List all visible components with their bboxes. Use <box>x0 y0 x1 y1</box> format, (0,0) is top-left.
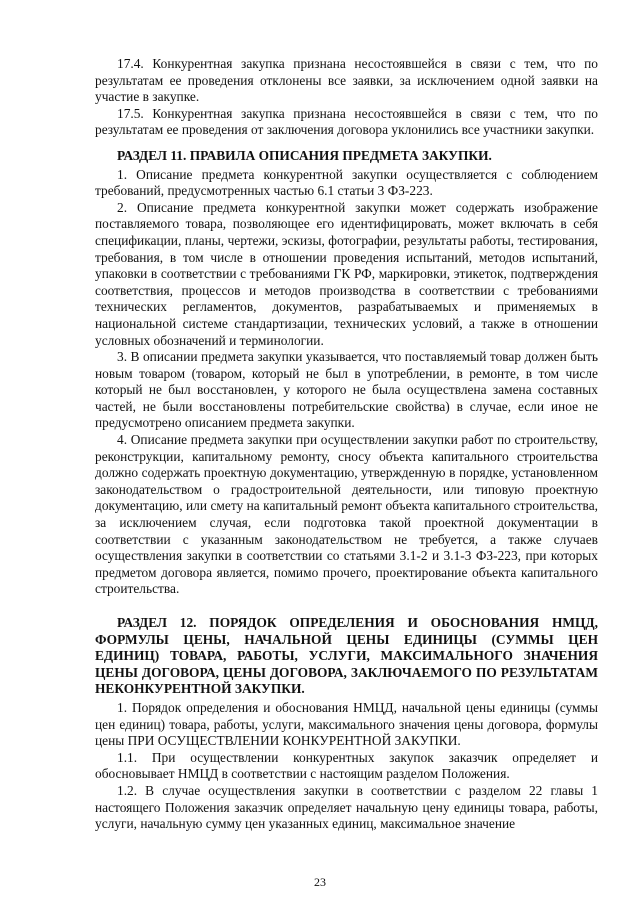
section-11-paragraph-2: 2. Описание предмета конкурентной закупки может содержать изображение поставляемого товара, позволяющее его идентифицировать, может включать в себя спецификации, планы, чертежи, эскизы, фотографии, результаты работы, тестирования, требования, в том числе в отношении проведения испытаний, методов испытаний, упаковки в соответствии с требованиями ГК РФ, маркировки, этикеток, подтверждения соответствия, процессов и методов производства в соответствии с требованиями технических регламентов, документов, разрабатываемых и применяемых в национальной системе стандартизации, технических условий, а также в отношении условных обозначений и терминологии. <box>95 199 598 348</box>
section-12-paragraph-1-2: 1.2. В случае осуществления закупки в соответствии с разделом 22 главы 1 настоящего Положения заказчик определяет начальную цену единицы товара, работы, услуги, начальную сумму цен указанных единиц, максимальное значение <box>95 782 598 832</box>
section-11-paragraph-1: 1. Описание предмета конкурентной закупки осуществляется с соблюдением требований, предусмотренных частью 6.1 статьи 3 ФЗ-223. <box>95 166 598 199</box>
section-12-title: РАЗДЕЛ 12. ПОРЯДОК ОПРЕДЕЛЕНИЯ И ОБОСНОВАНИЯ НМЦД, ФОРМУЛЫ ЦЕНЫ, НАЧАЛЬНОЙ ЦЕНЫ ЕДИНИЦЫ (СУММЫ ЦЕН ЕДИНИЦ) ТОВАРА, РАБОТЫ, УСЛУГИ, МАКСИМАЛЬНОГО ЗНАЧЕНИЯ ЦЕНЫ ДОГОВОРА, ЦЕНЫ ДОГОВОРА, ЗАКЛЮЧАЕМОГО ПО РЕЗУЛЬТАТАМ НЕКОНКУРЕНТНОЙ ЗАКУПКИ. <box>95 615 598 697</box>
section-11-paragraph-3: 3. В описании предмета закупки указывается, что поставляемый товар должен быть новым товаром (товаром, который не был в употреблении, в ремонте, в том числе который не был восстановлен, у которого не была осуществлена замена составных частей, не были восстановлены потребительские свойства) в случае, если иное не предусмотрено описанием предмета закупки. <box>95 349 598 431</box>
section-11-paragraph-4: 4. Описание предмета закупки при осуществлении закупки работ по строительству, реконструкции, капитальному ремонту, сносу объекта капитального строительства должно содержать проектную документацию, утвержденную в порядке, установленном законодательством о градостроительной деятельности, или типовую проектную документацию, или смету на капитальный ремонт объекта капитального строительства, за исключением случая, если подготовка такой проектной документации в соответствии с указанным законодательством не требуется, а также случаев осуществления закупки в соответствии со статьями 3.1-2 и 3.1-3 ФЗ-223, при которых предметом договора является, помимо прочего, проектирование объекта капитального строительства. <box>95 432 598 597</box>
section-12-paragraph-1: 1. Порядок определения и обоснования НМЦД, начальной цены единицы (суммы цен единиц) товара, работы, услуги, максимального значения цены договора, формулы цены ПРИ ОСУЩЕСТВЛЕНИИ КОНКУРЕНТНОЙ ЗАКУПКИ. <box>95 699 598 749</box>
paragraph-17-5: 17.5. Конкурентная закупка признана несостоявшейся в связи с тем, что по результатам ее проведения от заключения договора уклонились все участники закупки. <box>95 105 598 138</box>
section-11-title: РАЗДЕЛ 11. ПРАВИЛА ОПИСАНИЯ ПРЕДМЕТА ЗАКУПКИ. <box>117 147 492 163</box>
paragraph-17-4: 17.4. Конкурентная закупка признана несостоявшейся в связи с тем, что по результатам ее проведения отклонены все заявки, за исключением одной заявки на участие в закупке. <box>95 56 598 105</box>
section-12-paragraph-1-1: 1.1. При осуществлении конкурентных закупок заказчик определяет и обосновывает НМЦД в соответствии с настоящим разделом Положения. <box>95 749 598 782</box>
page-number: 23 <box>314 875 326 889</box>
